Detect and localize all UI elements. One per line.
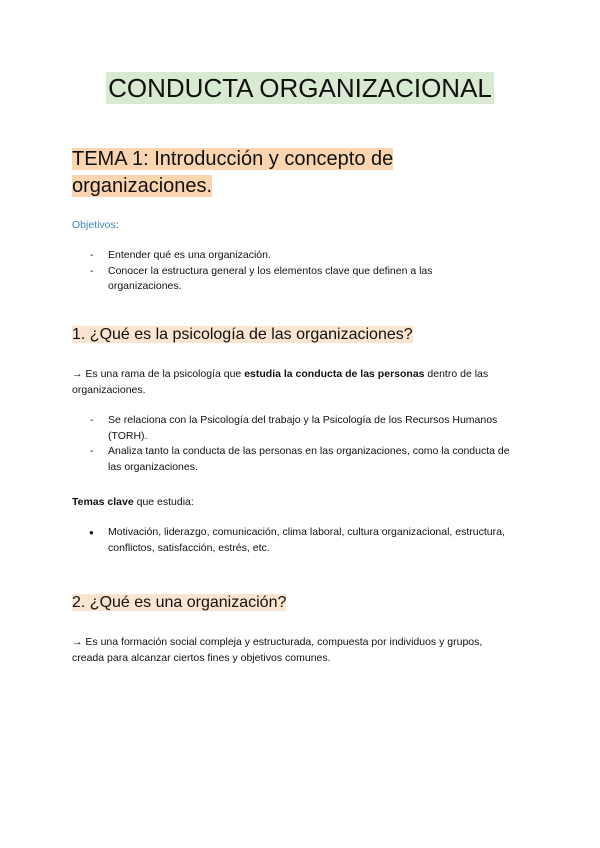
intro-text-end: dentro de las organizaciones. [72,368,489,396]
section-2-heading [72,592,286,614]
section-2-text: → Es una formación social compleja y estructurada, compuesta por individuos y grupos, creada para alcanzar ciertos fines y objetivos comunes. [72,636,483,664]
list-item: - Entender qué es una organización. [72,248,492,264]
list-item: - Conocer la estructura general y los elementos clave que definen a las organizaciones. [72,264,492,295]
key-topics-rest: que estudia: [133,496,194,508]
section-2-heading-text: 2. ¿Qué es una organización? [72,594,287,611]
key-topics-bold: Temas clave [72,496,134,508]
key-topics-label [72,494,532,510]
document-title: CONDUCTA ORGANIZACIONAL [108,73,492,103]
list-item: ● Motivación, liderazgo, comunicación, clima laboral, cultura organizacional, estructura, conflictos, satisfacción, estrés, etc. [72,525,512,556]
section-1-heading [72,324,413,346]
topic-heading [72,146,432,200]
section-1-list [72,413,512,475]
objectives-label [72,219,119,231]
objectives-label-text: Objetivos [72,219,116,231]
section-1-intro [72,366,532,398]
list-item: - Analiza tanto la conducta de las personas en las organizaciones, como la conducta de las organizaciones. [72,444,512,475]
intro-bold-text: estudia la conducta de las personas [244,368,425,380]
section-1-heading-text: 1. ¿Qué es la psicología de las organizaciones? [72,326,413,343]
objectives-colon: : [115,219,119,231]
topic-heading-text: TEMA 1: Introducción y concepto de organizaciones. [72,148,394,197]
objectives-list [72,248,492,295]
key-topics-list [72,525,512,556]
intro-text: → Es una rama de la psicología que [72,368,245,380]
list-item: - Se relaciona con la Psicología del trabajo y la Psicología de los Recursos Humanos (TORH). [72,413,512,444]
title-container [0,72,600,104]
